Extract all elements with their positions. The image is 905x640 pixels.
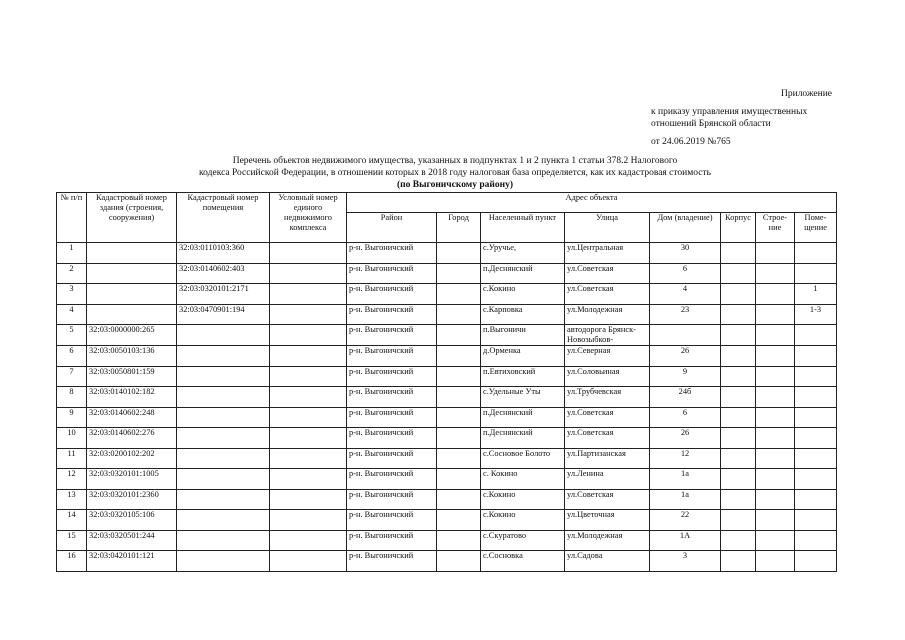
cell-district: р-н. Выгоничский: [347, 366, 437, 387]
cell-num: 2: [57, 263, 87, 284]
cell-cond: [270, 510, 347, 531]
cell-city: [437, 263, 481, 284]
cell-district: р-н. Выгоничский: [347, 325, 437, 346]
cell-street: ул.Северная: [565, 346, 650, 367]
cell-street: ул.Молодежная: [565, 530, 650, 551]
cell-district: р-н. Выгоничский: [347, 284, 437, 305]
header-building: Строе-ние: [756, 213, 795, 243]
cell-house: 24б: [650, 387, 721, 408]
cell-cad-room: 32:03:0110103:360: [177, 243, 270, 264]
cell-locality: с.Кокино: [481, 284, 565, 305]
cell-num: 9: [57, 407, 87, 428]
table-row: [57, 263, 837, 284]
cell-street: ул.Трубчевская: [565, 387, 650, 408]
header-cad-room: Кадастровый номер помещения: [177, 193, 270, 243]
cell-locality: п.Деснянский: [481, 407, 565, 428]
cell-num: 16: [57, 551, 87, 572]
cell-corpus: [721, 551, 756, 572]
document-title-district: (по Выгоничскому району): [396, 180, 514, 190]
cell-room: [795, 428, 837, 449]
cell-street: ул.Соловьиная: [565, 366, 650, 387]
cell-cond: [270, 489, 347, 510]
cell-cad-building: 32:03:0200102:202: [87, 448, 177, 469]
cell-city: [437, 489, 481, 510]
cell-room: [795, 243, 837, 264]
cell-cond: [270, 366, 347, 387]
table-row: [57, 448, 837, 469]
cell-city: [437, 325, 481, 346]
table-row: [57, 551, 837, 572]
order-reference-line2: отношений Брянской области: [651, 119, 771, 129]
cell-cad-building: 32:03:0320501:244: [87, 530, 177, 551]
cell-num: 11: [57, 448, 87, 469]
cell-corpus: [721, 387, 756, 408]
cell-street: ул.Советская: [565, 284, 650, 305]
cell-city: [437, 510, 481, 531]
cell-city: [437, 530, 481, 551]
cell-district: р-н. Выгоничский: [347, 407, 437, 428]
cell-cad-room: [177, 346, 270, 367]
cell-cond: [270, 387, 347, 408]
table-row: [57, 325, 837, 346]
cell-locality: п.Выгоничи: [481, 325, 565, 346]
cell-street: ул.Советская: [565, 263, 650, 284]
cell-cad-building: 32:03:0140102:182: [87, 387, 177, 408]
cell-street: ул.Советская: [565, 489, 650, 510]
cell-house: 6: [650, 263, 721, 284]
cell-cad-room: [177, 469, 270, 490]
cell-street: ул.Советская: [565, 428, 650, 449]
cell-corpus: [721, 448, 756, 469]
cell-cond: [270, 407, 347, 428]
cell-cad-building: 32:03:0000000:265: [87, 325, 177, 346]
cell-cad-building: 32:03:0320101:1005: [87, 469, 177, 490]
cell-corpus: [721, 325, 756, 346]
cell-house: 4: [650, 284, 721, 305]
cell-house: 9: [650, 366, 721, 387]
cell-room: [795, 325, 837, 346]
cell-locality: с.Сосновка: [481, 551, 565, 572]
cell-street: ул.Ленина: [565, 469, 650, 490]
cell-district: р-н. Выгоничский: [347, 469, 437, 490]
cell-cad-room: 32:03:0140602:403: [177, 263, 270, 284]
cell-num: 7: [57, 366, 87, 387]
cell-locality: с. Кокино: [481, 469, 565, 490]
cell-num: 12: [57, 469, 87, 490]
appendix-label: Приложение: [781, 89, 832, 99]
cell-city: [437, 551, 481, 572]
cell-building: [756, 284, 795, 305]
cell-cad-building: [87, 263, 177, 284]
cell-city: [437, 387, 481, 408]
header-corpus: Корпус: [721, 213, 756, 243]
cell-cad-building: [87, 243, 177, 264]
cell-district: р-н. Выгоничский: [347, 448, 437, 469]
table-row: [57, 304, 837, 325]
cell-num: 6: [57, 346, 87, 367]
cell-cond: [270, 325, 347, 346]
cell-room: 1-3: [795, 304, 837, 325]
header-locality: Населенный пункт: [481, 213, 565, 243]
cell-cad-building: [87, 304, 177, 325]
cell-locality: с.Скуратово: [481, 530, 565, 551]
cell-corpus: [721, 489, 756, 510]
cell-house: 1а: [650, 469, 721, 490]
cell-corpus: [721, 263, 756, 284]
cell-building: [756, 530, 795, 551]
cell-street: ул.Советская: [565, 407, 650, 428]
cell-cad-building: 32:03:0320105:106: [87, 510, 177, 531]
cell-corpus: [721, 428, 756, 449]
cell-num: 3: [57, 284, 87, 305]
cell-cad-room: [177, 407, 270, 428]
cell-street: ул.Центральная: [565, 243, 650, 264]
cell-cad-building: 32:03:0050103:136: [87, 346, 177, 367]
cell-city: [437, 407, 481, 428]
table-row: [57, 387, 837, 408]
cell-house: 6: [650, 407, 721, 428]
cell-cad-building: 32:03:0320101:2360: [87, 489, 177, 510]
cell-locality: с.Кокино: [481, 510, 565, 531]
cell-district: р-н. Выгоничский: [347, 263, 437, 284]
header-street: Улица: [565, 213, 650, 243]
cell-cad-room: [177, 325, 270, 346]
table-row: [57, 284, 837, 305]
cell-cond: [270, 530, 347, 551]
cell-locality: д.Орменка: [481, 346, 565, 367]
cell-cad-room: [177, 366, 270, 387]
header-house: Дом (владение): [650, 213, 721, 243]
cell-house: 30: [650, 243, 721, 264]
cell-num: 13: [57, 489, 87, 510]
cell-room: [795, 387, 837, 408]
cell-cond: [270, 448, 347, 469]
cell-street: ул.Партизанская: [565, 448, 650, 469]
cell-num: 5: [57, 325, 87, 346]
cell-locality: с.Сосновое Болото: [481, 448, 565, 469]
cell-street: автодорога Брянск-Новозыбков-: [565, 325, 650, 346]
cell-cad-room: [177, 387, 270, 408]
cell-corpus: [721, 407, 756, 428]
cell-house: 23: [650, 304, 721, 325]
cell-room: [795, 469, 837, 490]
cell-num: 14: [57, 510, 87, 531]
cell-building: [756, 366, 795, 387]
cell-cad-room: [177, 428, 270, 449]
cell-cad-building: [87, 284, 177, 305]
cell-city: [437, 366, 481, 387]
document-title-line2: кодекса Российской Федерации, в отношении которых в 2018 году налоговая база определяется, как их кадастровая стоимость: [199, 168, 711, 178]
cell-num: 15: [57, 530, 87, 551]
cell-corpus: [721, 243, 756, 264]
property-table: [56, 192, 837, 572]
cell-corpus: [721, 469, 756, 490]
cell-num: 8: [57, 387, 87, 408]
cell-locality: п.Деснянский: [481, 428, 565, 449]
cell-corpus: [721, 346, 756, 367]
cell-locality: п.Евтиховский: [481, 366, 565, 387]
cell-building: [756, 448, 795, 469]
document-title-line1: Перечень объектов недвижимого имущества, указанных в подпунктах 1 и 2 пункта 1 статьи 378.2 Налогового: [232, 156, 678, 166]
cell-locality: с.Уручье,: [481, 243, 565, 264]
cell-district: р-н. Выгоничский: [347, 387, 437, 408]
table-row: [57, 530, 837, 551]
cell-cad-room: [177, 510, 270, 531]
cell-street: ул.Садова: [565, 551, 650, 572]
header-num: № п/п: [57, 193, 87, 243]
table-row: [57, 346, 837, 367]
header-city: Город: [437, 213, 481, 243]
cell-building: [756, 407, 795, 428]
cell-cad-room: [177, 530, 270, 551]
cell-corpus: [721, 530, 756, 551]
cell-city: [437, 304, 481, 325]
table-row: [57, 469, 837, 490]
cell-house: [650, 325, 721, 346]
cell-room: [795, 551, 837, 572]
cell-building: [756, 469, 795, 490]
cell-cond: [270, 428, 347, 449]
cell-locality: с.Удельные Уты: [481, 387, 565, 408]
cell-house: 26: [650, 346, 721, 367]
cell-building: [756, 387, 795, 408]
cell-district: р-н. Выгоничский: [347, 243, 437, 264]
table-row: [57, 243, 837, 264]
header-district: Район: [347, 213, 437, 243]
cell-building: [756, 510, 795, 531]
cell-cad-building: 32:03:0050801:159: [87, 366, 177, 387]
cell-house: 1а: [650, 489, 721, 510]
cell-district: р-н. Выгоничский: [347, 304, 437, 325]
cell-city: [437, 243, 481, 264]
cell-building: [756, 263, 795, 284]
cell-room: 1: [795, 284, 837, 305]
cell-room: [795, 366, 837, 387]
cell-city: [437, 448, 481, 469]
cell-room: [795, 407, 837, 428]
cell-building: [756, 346, 795, 367]
cell-cad-building: 32:03:0140602:276: [87, 428, 177, 449]
header-address: Адрес объекта: [347, 193, 837, 213]
cell-cad-room: [177, 489, 270, 510]
cell-corpus: [721, 284, 756, 305]
cell-city: [437, 346, 481, 367]
table-row: [57, 510, 837, 531]
header-cond-num: Условный номер единого недвижимого комплекса: [270, 193, 347, 243]
cell-building: [756, 243, 795, 264]
cell-district: р-н. Выгоничский: [347, 530, 437, 551]
cell-district: р-н. Выгоничский: [347, 346, 437, 367]
cell-district: р-н. Выгоничский: [347, 489, 437, 510]
cell-room: [795, 448, 837, 469]
cell-street: ул.Цветочная: [565, 510, 650, 531]
cell-room: [795, 530, 837, 551]
cell-num: 10: [57, 428, 87, 449]
table-row: [57, 407, 837, 428]
cell-room: [795, 489, 837, 510]
cell-building: [756, 304, 795, 325]
header-cad-building: Кадастровый номер здания (строения, сооружения): [87, 193, 177, 243]
cell-cond: [270, 304, 347, 325]
header-room: Поме-щение: [795, 213, 837, 243]
cell-district: р-н. Выгоничский: [347, 428, 437, 449]
cell-cond: [270, 284, 347, 305]
cell-cad-room: [177, 551, 270, 572]
cell-cad-building: 32:03:0140602:248: [87, 407, 177, 428]
cell-cond: [270, 551, 347, 572]
cell-locality: п.Деснянский: [481, 263, 565, 284]
table-row: [57, 366, 837, 387]
cell-building: [756, 325, 795, 346]
cell-house: 1А: [650, 530, 721, 551]
cell-building: [756, 551, 795, 572]
order-date: от 24.06.2019 №765: [651, 137, 731, 147]
cell-building: [756, 428, 795, 449]
cell-cond: [270, 469, 347, 490]
cell-house: 3: [650, 551, 721, 572]
cell-house: 22: [650, 510, 721, 531]
cell-num: 1: [57, 243, 87, 264]
cell-corpus: [721, 366, 756, 387]
cell-district: р-н. Выгоничский: [347, 510, 437, 531]
cell-city: [437, 428, 481, 449]
cell-num: 4: [57, 304, 87, 325]
cell-locality: с.Карповка: [481, 304, 565, 325]
cell-house: 26: [650, 428, 721, 449]
cell-cad-room: 32:03:0320101:2171: [177, 284, 270, 305]
cell-cond: [270, 263, 347, 284]
cell-corpus: [721, 304, 756, 325]
cell-room: [795, 510, 837, 531]
cell-locality: с.Кокино: [481, 489, 565, 510]
cell-room: [795, 263, 837, 284]
cell-cad-room: 32:03:0470901:194: [177, 304, 270, 325]
cell-cad-room: [177, 448, 270, 469]
cell-building: [756, 489, 795, 510]
cell-district: р-н. Выгоничский: [347, 551, 437, 572]
cell-cad-building: 32:03:0420101:121: [87, 551, 177, 572]
cell-street: ул.Молодежная: [565, 304, 650, 325]
cell-house: 12: [650, 448, 721, 469]
cell-cond: [270, 346, 347, 367]
order-reference-line1: к приказу управления имущественных: [651, 107, 808, 117]
cell-cond: [270, 243, 347, 264]
table-row: [57, 428, 837, 449]
cell-city: [437, 284, 481, 305]
cell-corpus: [721, 510, 756, 531]
cell-room: [795, 346, 837, 367]
cell-city: [437, 469, 481, 490]
table-row: [57, 489, 837, 510]
